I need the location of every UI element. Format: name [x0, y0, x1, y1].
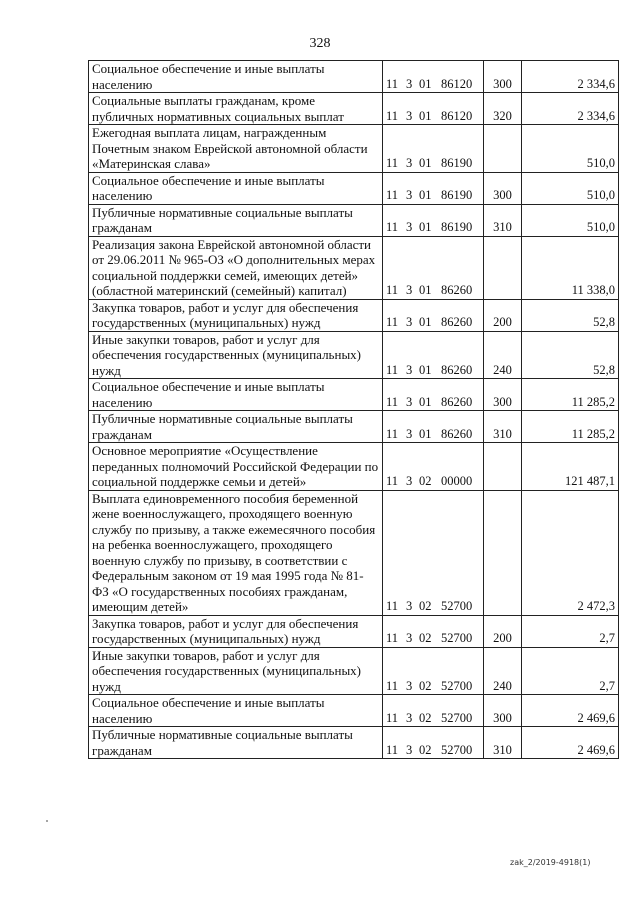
row-name: Закупка товаров, работ и услуг для обеспечения государственных (муниципальных) нужд	[89, 615, 383, 647]
row-code	[383, 443, 484, 491]
code-part-4: 86260	[441, 362, 473, 377]
code-part-3: 01	[419, 362, 432, 377]
code-part-3: 02	[419, 742, 432, 757]
row-amount: 52,8	[522, 299, 619, 331]
code-part-2: 3	[406, 742, 413, 757]
code-part-2: 3	[406, 76, 413, 91]
row-amount: 2 334,6	[522, 93, 619, 125]
code-part-4: 86120	[441, 108, 473, 123]
table-row	[89, 93, 619, 125]
code-part-1: 11	[386, 76, 399, 91]
row-amount: 510,0	[522, 125, 619, 173]
code-part-4: 86260	[441, 426, 473, 441]
row-code	[383, 379, 484, 411]
code-part-1: 11	[386, 220, 399, 234]
row-name: Иные закупки товаров, работ и услуг для обеспечения государственных (муниципальных) нужд	[89, 647, 383, 695]
code-part-3: 01	[419, 156, 432, 170]
code-part-2: 3	[406, 188, 413, 202]
code-part-1: 11	[386, 394, 399, 409]
code-part-2: 3	[406, 474, 413, 488]
row-amount: 52,8	[522, 331, 619, 379]
row-expense-type: 240	[484, 647, 522, 695]
code-part-3: 01	[419, 394, 432, 409]
code-part-1: 11	[386, 599, 399, 613]
table-row	[89, 331, 619, 379]
budget-table-body	[89, 61, 619, 759]
row-expense-type	[484, 236, 522, 299]
row-code	[383, 695, 484, 727]
row-amount: 11 338,0	[522, 236, 619, 299]
table-row	[89, 204, 619, 236]
row-amount: 11 285,2	[522, 379, 619, 411]
code-part-2: 3	[406, 599, 413, 613]
code-part-4: 86260	[441, 283, 473, 297]
row-name: Социальное обеспечение и иные выплаты населению	[89, 172, 383, 204]
code-part-3: 01	[419, 76, 432, 91]
row-expense-type: 310	[484, 411, 522, 443]
code-part-2: 3	[406, 426, 413, 441]
code-part-2: 3	[406, 394, 413, 409]
code-part-2: 3	[406, 220, 413, 234]
row-code	[383, 647, 484, 695]
row-expense-type: 320	[484, 93, 522, 125]
table-row	[89, 727, 619, 759]
scan-speck	[46, 820, 48, 822]
row-code	[383, 61, 484, 93]
code-part-2: 3	[406, 156, 413, 170]
code-part-1: 11	[386, 742, 399, 757]
code-part-4: 86190	[441, 156, 473, 170]
code-part-4: 52700	[441, 742, 473, 757]
code-part-2: 3	[406, 315, 413, 329]
code-part-2: 3	[406, 631, 413, 645]
row-code	[383, 411, 484, 443]
code-part-1: 11	[386, 631, 399, 645]
code-part-2: 3	[406, 710, 413, 725]
code-part-3: 02	[419, 710, 432, 725]
row-expense-type: 300	[484, 379, 522, 411]
code-part-3: 01	[419, 426, 432, 441]
code-part-1: 11	[386, 678, 399, 693]
code-part-4: 52700	[441, 678, 473, 693]
code-part-2: 3	[406, 283, 413, 297]
row-amount: 121 487,1	[522, 443, 619, 491]
code-part-1: 11	[386, 108, 399, 123]
code-part-2: 3	[406, 362, 413, 377]
table-row	[89, 61, 619, 93]
row-amount: 510,0	[522, 172, 619, 204]
code-part-3: 02	[419, 631, 432, 645]
code-part-4: 52700	[441, 631, 473, 645]
row-code	[383, 727, 484, 759]
code-part-1: 11	[386, 474, 399, 488]
code-part-3: 02	[419, 474, 432, 488]
code-part-3: 01	[419, 315, 432, 329]
row-name: Ежегодная выплата лицам, награжденным Почетным знаком Еврейской автономной области «Материнская слава»	[89, 125, 383, 173]
code-part-4: 86120	[441, 76, 473, 91]
footer-document-code: zak_2/2019-4918(1)	[510, 858, 591, 867]
table-row	[89, 236, 619, 299]
row-code	[383, 490, 484, 615]
code-part-4: 52700	[441, 710, 473, 725]
row-name: Социальное обеспечение и иные выплаты населению	[89, 695, 383, 727]
row-code	[383, 125, 484, 173]
row-amount: 2 472,3	[522, 490, 619, 615]
row-code	[383, 331, 484, 379]
budget-table	[88, 60, 619, 759]
row-expense-type: 310	[484, 727, 522, 759]
row-expense-type	[484, 490, 522, 615]
row-amount: 2,7	[522, 647, 619, 695]
code-part-1: 11	[386, 156, 399, 170]
code-part-3: 01	[419, 283, 432, 297]
code-part-4: 86190	[441, 220, 473, 234]
row-name: Публичные нормативные социальные выплаты гражданам	[89, 727, 383, 759]
code-part-3: 01	[419, 108, 432, 123]
row-name: Закупка товаров, работ и услуг для обеспечения государственных (муниципальных) нужд	[89, 299, 383, 331]
row-amount: 2 469,6	[522, 727, 619, 759]
row-amount: 11 285,2	[522, 411, 619, 443]
row-code	[383, 93, 484, 125]
row-expense-type: 310	[484, 204, 522, 236]
code-part-1: 11	[386, 315, 399, 329]
row-expense-type	[484, 443, 522, 491]
table-row	[89, 172, 619, 204]
row-amount: 2 469,6	[522, 695, 619, 727]
code-part-1: 11	[386, 283, 399, 297]
table-row	[89, 647, 619, 695]
table-row	[89, 615, 619, 647]
row-amount: 2,7	[522, 615, 619, 647]
code-part-1: 11	[386, 362, 399, 377]
row-name: Социальные выплаты гражданам, кроме публичных нормативных социальных выплат	[89, 93, 383, 125]
row-code	[383, 172, 484, 204]
row-name: Публичные нормативные социальные выплаты гражданам	[89, 411, 383, 443]
code-part-4: 00000	[441, 474, 473, 488]
table-row	[89, 443, 619, 491]
code-part-3: 01	[419, 220, 432, 234]
table-row	[89, 411, 619, 443]
row-name: Иные закупки товаров, работ и услуг для обеспечения государственных (муниципальных) нужд	[89, 331, 383, 379]
code-part-1: 11	[386, 188, 399, 202]
row-name: Выплата единовременного пособия беременной жене военнослужащего, проходящего военную службу по призыву, а также ежемесячного пособия на ребенка военнослужащего, проходящего военную службу по призыву, в соответствии с Федеральным законом от 19 мая 1995 года № 81-ФЗ «О государственных пособиях гражданам, имеющим детей»	[89, 490, 383, 615]
row-expense-type: 240	[484, 331, 522, 379]
table-row	[89, 125, 619, 173]
row-expense-type: 300	[484, 695, 522, 727]
code-part-3: 02	[419, 678, 432, 693]
row-expense-type	[484, 125, 522, 173]
row-expense-type: 300	[484, 61, 522, 93]
code-part-4: 86260	[441, 394, 473, 409]
row-code	[383, 299, 484, 331]
row-name: Основное мероприятие «Осуществление переданных полномочий Российской Федерации по социальной поддержке семьи и детей»	[89, 443, 383, 491]
code-part-4: 86190	[441, 188, 473, 202]
row-expense-type: 200	[484, 615, 522, 647]
row-name: Публичные нормативные социальные выплаты гражданам	[89, 204, 383, 236]
code-part-2: 3	[406, 108, 413, 123]
code-part-3: 01	[419, 188, 432, 202]
row-code	[383, 204, 484, 236]
row-amount: 2 334,6	[522, 61, 619, 93]
row-name: Реализация закона Еврейской автономной области от 29.06.2011 № 965-ОЗ «О дополнительных мерах социальной поддержки семей, имеющих детей» (областной материнский (семейный) капитал)	[89, 236, 383, 299]
code-part-3: 02	[419, 599, 432, 613]
row-expense-type: 200	[484, 299, 522, 331]
code-part-4: 86260	[441, 315, 473, 329]
row-expense-type: 300	[484, 172, 522, 204]
row-code	[383, 615, 484, 647]
table-row	[89, 299, 619, 331]
table-row	[89, 379, 619, 411]
row-amount: 510,0	[522, 204, 619, 236]
row-name: Социальное обеспечение и иные выплаты населению	[89, 379, 383, 411]
code-part-2: 3	[406, 678, 413, 693]
table-row	[89, 695, 619, 727]
code-part-1: 11	[386, 710, 399, 725]
table-row	[89, 490, 619, 615]
code-part-1: 11	[386, 426, 399, 441]
row-name: Социальное обеспечение и иные выплаты населению	[89, 61, 383, 93]
row-code	[383, 236, 484, 299]
page-number: 328	[309, 36, 331, 51]
code-part-4: 52700	[441, 599, 473, 613]
